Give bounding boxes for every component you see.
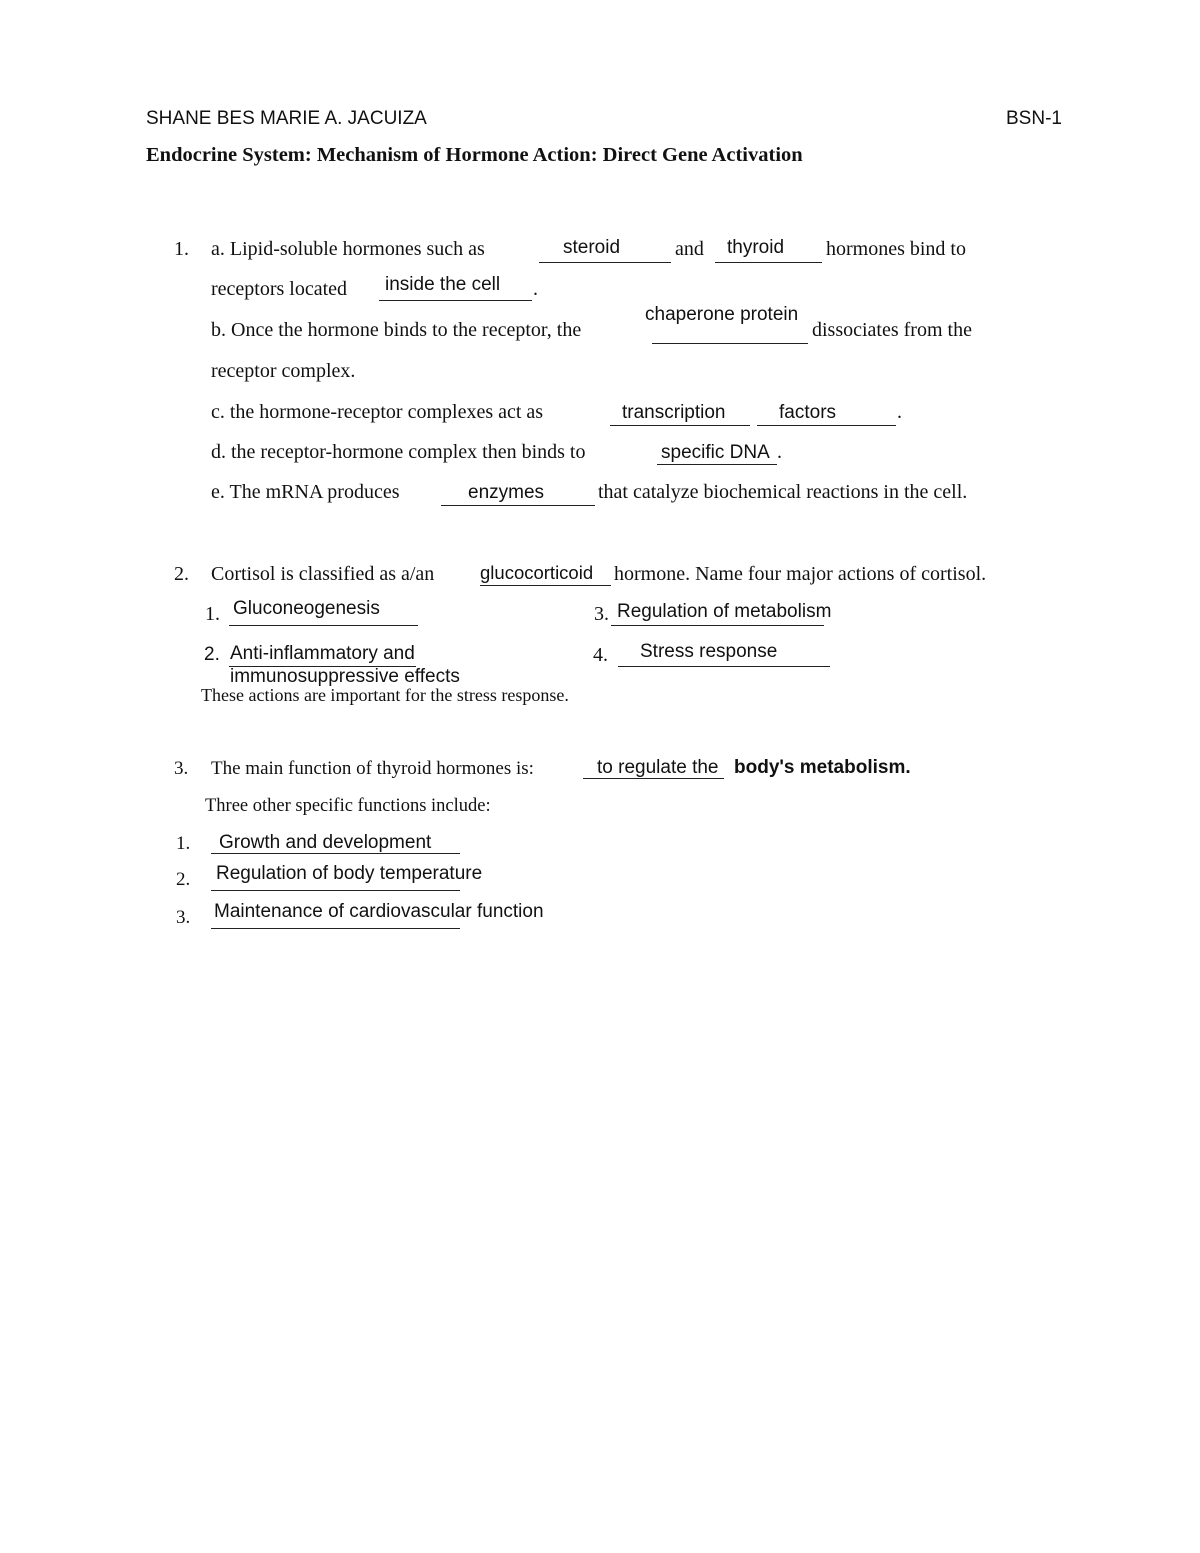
- q2-text-2: hormone. Name four major actions of cortisol.: [614, 563, 987, 585]
- q3-answer[interactable]: to regulate the: [597, 757, 719, 778]
- q2-item-1-line: [229, 625, 418, 626]
- q1e-answer[interactable]: enzymes: [468, 482, 545, 503]
- q1b-answer[interactable]: chaperone protein: [645, 304, 799, 325]
- q1c-answer-1[interactable]: transcription: [622, 402, 726, 423]
- q1-number: 1.: [174, 238, 189, 260]
- q1a-text-3: hormones bind to: [826, 238, 966, 260]
- q3-sub-prompt: Three other specific functions include:: [205, 796, 491, 816]
- q2-blank-line: [480, 585, 611, 586]
- q1a-blank-1-line: [539, 262, 671, 263]
- q1d-period: .: [777, 441, 782, 463]
- worksheet-title: Endocrine System: Mechanism of Hormone Action: Direct Gene Activation: [146, 144, 803, 166]
- q2-number: 2.: [174, 563, 189, 585]
- q3-item-2-num: 2.: [176, 869, 191, 890]
- q2-item-2-answer[interactable]: Anti-inflammatory and: [230, 643, 415, 664]
- q3-item-1-answer[interactable]: Growth and development: [219, 832, 432, 853]
- q2-item-3-line: [611, 625, 824, 626]
- q2-item-4-answer[interactable]: Stress response: [640, 641, 778, 662]
- q2-item-2-num: 2.: [204, 644, 220, 665]
- student-name: SHANE BES MARIE A. JACUIZA: [146, 108, 427, 129]
- q2-text-1: Cortisol is classified as a/an: [211, 563, 435, 585]
- q2-item-3-num: 3.: [594, 603, 609, 625]
- q1c-period: .: [897, 401, 902, 423]
- q1a-blank-2-line: [715, 262, 822, 263]
- q1a-answer-3[interactable]: inside the cell: [385, 274, 501, 295]
- q2-answer[interactable]: glucocorticoid: [480, 562, 594, 583]
- q3-number: 3.: [174, 758, 189, 779]
- q1b-text-2: dissociates from the: [812, 319, 972, 341]
- q2-item-1-num: 1.: [205, 603, 220, 625]
- q1a-text-2: and: [675, 238, 704, 260]
- q3-item-2-answer[interactable]: Regulation of body temperature: [216, 863, 483, 884]
- q3-answer-cont: body's metabolism.: [734, 757, 911, 778]
- q1c-text: c. the hormone-receptor complexes act as: [211, 401, 544, 423]
- q1c-blank-2-line: [757, 425, 896, 426]
- section-label: BSN-1: [1006, 108, 1062, 129]
- q3-item-3-num: 3.: [176, 907, 191, 928]
- q1c-answer-2[interactable]: factors: [779, 402, 837, 423]
- q1a-blank-3-line: [379, 300, 532, 301]
- q1d-text: d. the receptor-hormone complex then binds to: [211, 441, 586, 463]
- q1a-line2-text: receptors located: [211, 278, 348, 300]
- q3-item-3-line: [211, 928, 460, 929]
- q1c-blank-1-line: [610, 425, 750, 426]
- q2-item-3-answer[interactable]: Regulation of metabolism: [617, 601, 832, 622]
- q1a-text-1: a. Lipid-soluble hormones such as: [211, 238, 485, 260]
- q2-note: These actions are important for the stress response.: [201, 685, 569, 705]
- q1b-line2-text: receptor complex.: [211, 360, 356, 382]
- q1e-blank-line: [441, 505, 595, 506]
- q2-item-4-num: 4.: [593, 644, 608, 666]
- q1e-text-2: that catalyze biochemical reactions in the cell.: [598, 481, 968, 503]
- q1d-blank-line: [657, 464, 777, 465]
- q1d-answer[interactable]: specific DNA: [661, 442, 770, 463]
- q3-item-2-line: [211, 890, 460, 891]
- q1a-answer-2[interactable]: thyroid: [727, 237, 785, 258]
- q2-item-1-answer[interactable]: Gluconeogenesis: [233, 598, 380, 619]
- q1e-text-1: e. The mRNA produces: [211, 481, 400, 503]
- q3-text-1: The main function of thyroid hormones is:: [211, 758, 534, 779]
- q3-item-1-num: 1.: [176, 833, 191, 854]
- q3-item-3-answer[interactable]: Maintenance of cardiovascular function: [214, 901, 544, 922]
- q2-item-2-answer-cont[interactable]: immunosuppressive effects: [230, 666, 460, 687]
- q1b-text-1: b. Once the hormone binds to the receptor, the: [211, 319, 582, 341]
- q1a-answer-1[interactable]: steroid: [563, 237, 621, 258]
- q1b-blank-line: [652, 343, 808, 344]
- q2-item-4-line: [618, 666, 830, 667]
- q1a-period: .: [533, 278, 538, 300]
